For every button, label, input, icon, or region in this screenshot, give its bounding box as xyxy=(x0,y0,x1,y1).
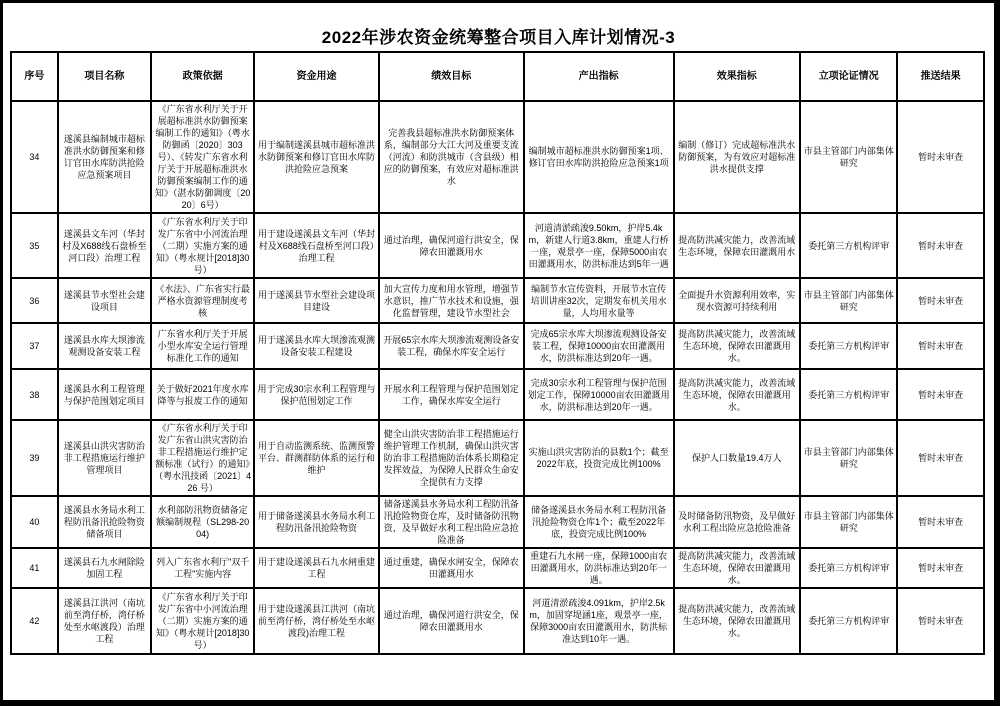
cell-project-name: 遂溪县水库大坝渗流观测设备安装工程 xyxy=(58,323,151,369)
cell-review-status: 委托第三方机构评审 xyxy=(800,588,897,654)
cell-policy-basis: 《广东省水利厅关于印发广东省山洪灾害防治非工程措施运行维护定额标准（试行）的通知》（粤水汛技函〔2021〕426 号） xyxy=(151,420,254,496)
page-title: 2022年涉农资金统筹整合项目入库计划情况-3 xyxy=(321,28,676,47)
projects-table xyxy=(10,51,985,655)
cell-fund-usage: 用于遂溪县节水型社会建设项目建设 xyxy=(254,278,379,323)
cell-fund-usage: 用于遂溪县水库大坝渗流观测设备安装工程建设 xyxy=(254,323,379,369)
cell-push-result: 暂时未审查 xyxy=(897,101,984,213)
cell-output-indicator: 河道清淤疏浚4.091km，护岸2.5km，加固穿堤涵1座，观景亭一座，保障3000亩农田灌溉用水，防洪标准达到10年一遇。 xyxy=(524,588,674,654)
cell-review-status: 市县主管部门内部集体研究 xyxy=(800,420,897,496)
cell-effect-indicator: 全面提升水资源利用效率，实现水资源可持续利用 xyxy=(674,278,800,323)
cell-effect-indicator: 提高防洪减灾能力，改善流域生态环境，保障农田灌溉用水 xyxy=(674,213,800,278)
cell-push-result: 暂时未审查 xyxy=(897,496,984,548)
cell-project-name: 遂溪县编制城市超标准洪水防御预案和修订官田水库防洪抢险应急预案项目 xyxy=(58,101,151,213)
table-body xyxy=(11,101,984,654)
col-header-policy: 政策依据 xyxy=(151,52,254,101)
cell-fund-usage: 用于建设遂溪县石九水闸重建工程 xyxy=(254,548,379,588)
cell-policy-basis: 关于做好2021年度水库降等与报废工作的通知 xyxy=(151,369,254,420)
cell-performance-target: 加大宣传力度和用水管理，增强节水意识，推广节水技术和设施，强化监督管理，建设节水型社会 xyxy=(379,278,524,323)
table-row xyxy=(11,420,984,496)
cell-policy-basis: 水利部防汛物资储备定额编制规程（SL298-2004) xyxy=(151,496,254,548)
cell-push-result: 暂时未审查 xyxy=(897,420,984,496)
cell-serial: 38 xyxy=(11,369,58,420)
table-row xyxy=(11,588,984,654)
cell-performance-target: 开展65宗水库大坝渗流观测设备安装工程，确保水库安全运行 xyxy=(379,323,524,369)
cell-push-result: 暂时未审查 xyxy=(897,588,984,654)
cell-output-indicator: 河道清淤疏浚9.50km，护岸5.4km，新建人行道3.8km，重建人行桥一座，观景亭一座，保障5000亩农田灌溉用水，防洪标准达到5年一遇 xyxy=(524,213,674,278)
col-header-usage: 资金用途 xyxy=(254,52,379,101)
cell-push-result: 暂时未审查 xyxy=(897,369,984,420)
cell-performance-target: 健全山洪灾害防治非工程措施运行维护管理工作机制，确保山洪灾害防治非工程措施防治体系长期稳定发挥效益，为保障人民群众生命安全提供有力支撑 xyxy=(379,420,524,496)
cell-output-indicator: 储备遂溪县水务局水利工程防汛备汛抢险物资仓库1个；截至2022年底，投资完成比例100% xyxy=(524,496,674,548)
cell-output-indicator: 重建石九水闸一座，保障1000亩农田灌溉用水，防洪标准达到20年一遇。 xyxy=(524,548,674,588)
cell-policy-basis: 《广东省水利厅关于印发广东省中小河流治理（二期）实施方案的通知》（粤水规计[2018]30号） xyxy=(151,213,254,278)
cell-policy-basis: 广东省水利厅关于开展小型水库安全运行管理标准化工作的通知 xyxy=(151,323,254,369)
cell-serial: 40 xyxy=(11,496,58,548)
cell-fund-usage: 用于编制遂溪县城市超标准洪水防御预案和修订官田水库防洪抢险应急预案 xyxy=(254,101,379,213)
cell-push-result: 暂时未审查 xyxy=(897,278,984,323)
cell-project-name: 遂溪县节水型社会建设项目 xyxy=(58,278,151,323)
table-row xyxy=(11,369,984,420)
cell-push-result: 暂时未审查 xyxy=(897,323,984,369)
cell-effect-indicator: 提高防洪减灾能力，改善流域生态环境，保障农田灌溉用水。 xyxy=(674,323,800,369)
col-header-effect: 效果指标 xyxy=(674,52,800,101)
col-header-target: 绩效目标 xyxy=(379,52,524,101)
cell-effect-indicator: 提高防洪减灾能力，改善流域生态环境，保障农田灌溉用水。 xyxy=(674,588,800,654)
cell-review-status: 委托第三方机构评审 xyxy=(800,213,897,278)
cell-review-status: 市县主管部门内部集体研究 xyxy=(800,496,897,548)
cell-review-status: 市县主管部门内部集体研究 xyxy=(800,101,897,213)
cell-output-indicator: 编制节水宣传资料，开展节水宣传培训讲座32次，定期发布机关用水量，人均用水量等 xyxy=(524,278,674,323)
cell-serial: 34 xyxy=(11,101,58,213)
cell-fund-usage: 用于建设遂溪县江洪河（南坑前至湾仔桥，湾仔桥处至水岖渡段)治理工程 xyxy=(254,588,379,654)
cell-output-indicator: 完成65宗水库大坝渗流观测设备安装工程，保障10000亩农田灌溉用水，防洪标准达到20年一遇。 xyxy=(524,323,674,369)
table-row xyxy=(11,323,984,369)
col-header-review: 立项论证情况 xyxy=(800,52,897,101)
col-header-project: 项目名称 xyxy=(58,52,151,101)
cell-project-name: 遂溪县山洪灾害防治非工程措施运行维护管理项目 xyxy=(58,420,151,496)
header-row xyxy=(11,52,984,101)
cell-push-result: 暂时未审查 xyxy=(897,213,984,278)
cell-serial: 35 xyxy=(11,213,58,278)
cell-serial: 37 xyxy=(11,323,58,369)
cell-policy-basis: 列入广东省水利厅"双千工程"实施内容 xyxy=(151,548,254,588)
cell-review-status: 委托第三方机构评审 xyxy=(800,548,897,588)
cell-push-result: 暂时未审查 xyxy=(897,548,984,588)
col-header-output: 产出指标 xyxy=(524,52,674,101)
cell-project-name: 遂溪县文车河（华封村及X688线石盘桥至河口段）治理工程 xyxy=(58,213,151,278)
cell-review-status: 委托第三方机构评审 xyxy=(800,369,897,420)
table-header xyxy=(11,52,984,101)
cell-project-name: 遂溪县江洪河（南坑前至湾仔桥，湾仔桥处至水岖渡段）治理工程 xyxy=(58,588,151,654)
cell-performance-target: 通过治理，确保河道行洪安全，保障农田灌溉用水 xyxy=(379,588,524,654)
col-header-result: 推送结果 xyxy=(897,52,984,101)
cell-performance-target: 储备遂溪县水务局水利工程防汛备汛抢险物资仓库，及时储备防汛物资，及早做好水利工程出险应急抢险准备 xyxy=(379,496,524,548)
cell-serial: 41 xyxy=(11,548,58,588)
table-row xyxy=(11,213,984,278)
cell-performance-target: 开展水利工程管理与保护范围划定工作，确保水库安全运行 xyxy=(379,369,524,420)
cell-policy-basis: 《水法》、广东省实行最严格水资源管理制度考核 xyxy=(151,278,254,323)
cell-fund-usage: 用于完成30宗水利工程管理与保护范围划定工作 xyxy=(254,369,379,420)
col-header-serial: 序号 xyxy=(11,52,58,101)
cell-fund-usage: 用于储备遂溪县水务局水利工程防汛备汛抢险物资 xyxy=(254,496,379,548)
cell-project-name: 遂溪县水利工程管理与保护范围划定项目 xyxy=(58,369,151,420)
cell-performance-target: 通过治理，确保河道行洪安全，保障农田灌溉用水 xyxy=(379,213,524,278)
cell-effect-indicator: 保护人口数量19.4万人 xyxy=(674,420,800,496)
cell-serial: 42 xyxy=(11,588,58,654)
cell-effect-indicator: 提高防洪减灾能力，改善流域生态环境，保障农田灌溉用水。 xyxy=(674,369,800,420)
cell-project-name: 遂溪县石九水闸除险加固工程 xyxy=(58,548,151,588)
cell-performance-target: 通过重建，确保水闸安全，保障农田灌溉用水 xyxy=(379,548,524,588)
table-row xyxy=(11,548,984,588)
cell-project-name: 遂溪县水务局水利工程防汛备汛抢险物资储备项目 xyxy=(58,496,151,548)
cell-effect-indicator: 编制（修订）完成超标准洪水防御预案，为有效应对超标准洪水提供支撑 xyxy=(674,101,800,213)
cell-serial: 39 xyxy=(11,420,58,496)
cell-policy-basis: 《广东省水利厅关于开展超标准洪水防御预案编制工作的通知》（粤水防御函〔2020〕303号）、《转发广东省水利厅关于开展超标准洪水防御预案编制工作的通知》（湛水防御调度〔2020〕6号） xyxy=(151,101,254,213)
cell-effect-indicator: 及时储备防汛物资，及早做好水利工程出险应急抢险准备 xyxy=(674,496,800,548)
cell-output-indicator: 实施山洪灾害防治的县数1个；截至2022年底，投资完成比例100% xyxy=(524,420,674,496)
cell-serial: 36 xyxy=(11,278,58,323)
cell-fund-usage: 用于自动监测系统、监测预警平台、群测群防体系的运行和维护 xyxy=(254,420,379,496)
table-row xyxy=(11,496,984,548)
cell-review-status: 市县主管部门内部集体研究 xyxy=(800,278,897,323)
cell-review-status: 委托第三方机构评审 xyxy=(800,323,897,369)
cell-output-indicator: 完成30宗水利工程管理与保护范围划定工作，保障10000亩农田灌溉用水，防洪标准达到20年一遇。 xyxy=(524,369,674,420)
cell-performance-target: 完善我县超标准洪水防御预案体系，编制部分大江大河及重要支流（河流）和防洪城市（含县级）相应的防御预案，有效应对超标准洪水 xyxy=(379,101,524,213)
table-row xyxy=(11,101,984,213)
cell-policy-basis: 《广东省水利厅关于印发广东省中小河流治理（二期）实施方案的通知》（粤水规计[2018]30号） xyxy=(151,588,254,654)
cell-effect-indicator: 提高防洪减灾能力，改善流域生态环境，保障农田灌溉用水。 xyxy=(674,548,800,588)
cell-fund-usage: 用于建设遂溪县文车河（华封村及X688线石盘桥至河口段）治理工程 xyxy=(254,213,379,278)
table-row xyxy=(11,278,984,323)
cell-output-indicator: 编制城市超标准洪水防御预案1项、修订官田水库防洪抢险应急预案1项 xyxy=(524,101,674,213)
